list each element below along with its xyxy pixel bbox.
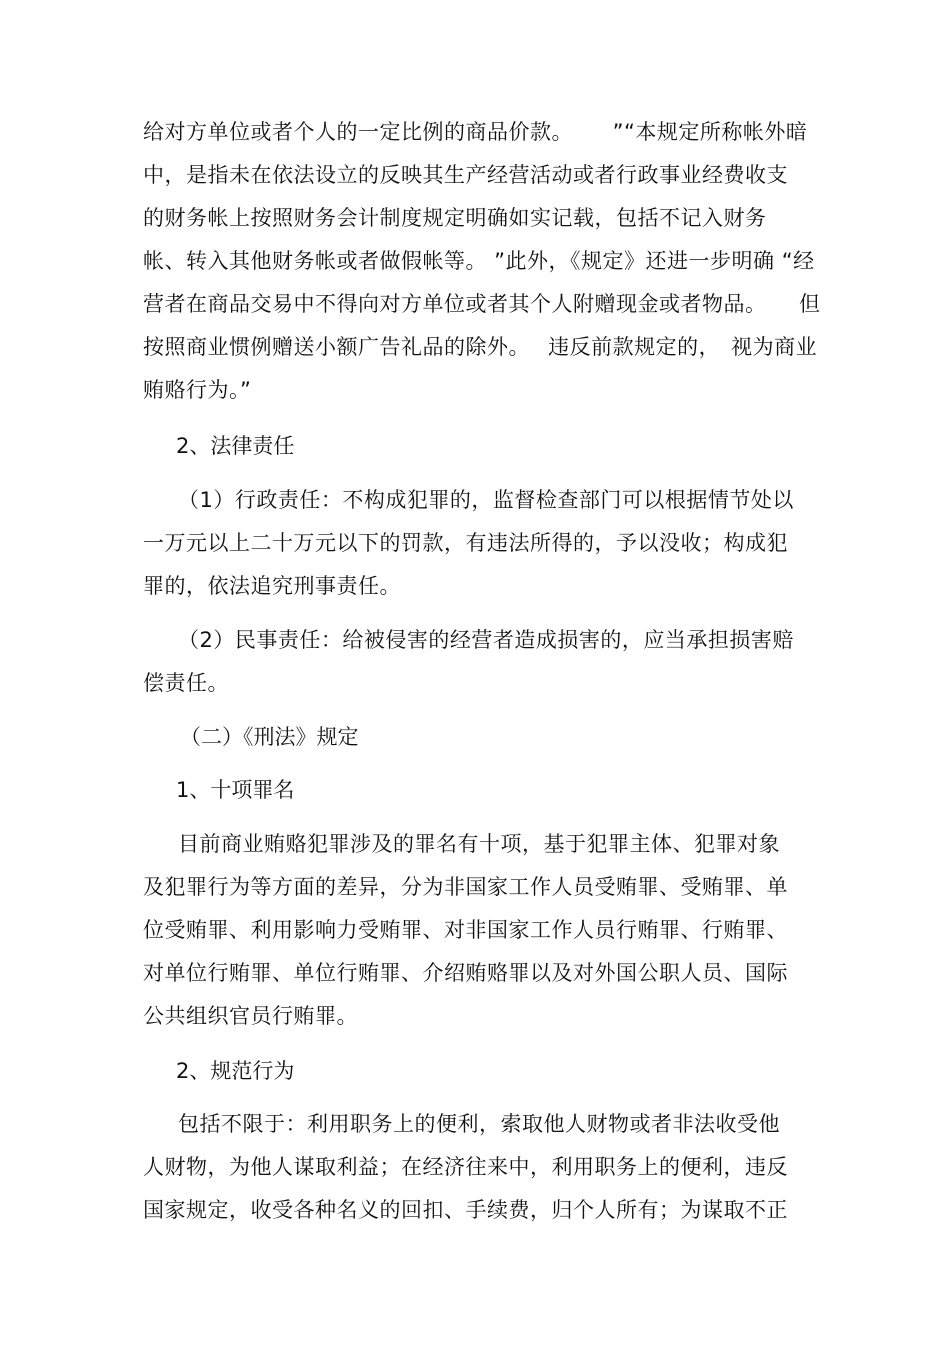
- text-line: 给对方单位或者个人的一定比例的商品价款。 ”“本规定所称帐外暗: [143, 120, 808, 144]
- text-line: 包括不限于：利用职务上的便利，索取他人财物或者非法收受他: [178, 1112, 780, 1136]
- section-heading: （二）《刑法》规定: [180, 725, 359, 749]
- section-heading: 2、规范行为: [176, 1059, 295, 1083]
- text-line: 人财物，为他人谋取利益；在经济往来中，利用职务上的便利，违反: [143, 1155, 788, 1179]
- text-line: 一万元以上二十万元以下的罚款，有违法所得的，予以没收；构成犯: [143, 531, 788, 555]
- text-line: （2）民事责任：给被侵害的经营者造成损害的，应当承担损害赔: [178, 628, 794, 652]
- text-line: 罪的，依法追究刑事责任。: [143, 574, 401, 598]
- text-line: 国家规定，收受各种名义的回扣、手续费，归个人所有；为谋取不正: [143, 1198, 788, 1222]
- text-line: 营者在商品交易中不得向对方单位或者其个人附赠现金或者物品。 但: [143, 292, 821, 316]
- text-line: 的财务帐上按照财务会计制度规定明确如实记载，包括不记入财务: [143, 206, 767, 230]
- text-line: 中，是指未在依法设立的反映其生产经营活动或者行政事业经费收支: [143, 163, 788, 187]
- text-line: 公共组织官员行贿罪。: [143, 1004, 358, 1028]
- text-line: 目前商业贿赂犯罪涉及的罪名有十项，基于犯罪主体、犯罪对象: [178, 832, 780, 856]
- text-line: 偿责任。: [143, 671, 229, 695]
- text-line: 按照商业惯例赠送小额广告礼品的除外。 违反前款规定的， 视为商业: [143, 335, 818, 359]
- text-line: 贿赂行为。”: [143, 378, 252, 402]
- text-line: 及犯罪行为等方面的差异，分为非国家工作人员受贿罪、受贿罪、单: [143, 875, 788, 899]
- text-line: （1）行政责任：不构成犯罪的，监督检查部门可以根据情节处以: [178, 488, 794, 512]
- text-line: 对单位行贿罪、单位行贿罪、介绍贿赂罪以及对外国公职人员、国际: [143, 961, 788, 985]
- section-heading: 2、法律责任: [176, 434, 295, 458]
- section-heading: 1、十项罪名: [176, 778, 295, 802]
- text-line: 位受贿罪、利用影响力受贿罪、对非国家工作人员行贿罪、行贿罪、: [143, 918, 788, 942]
- text-line: 帐、转入其他财务帐或者做假帐等。 ”此外，《规定》还进一步明确 “经: [143, 249, 815, 273]
